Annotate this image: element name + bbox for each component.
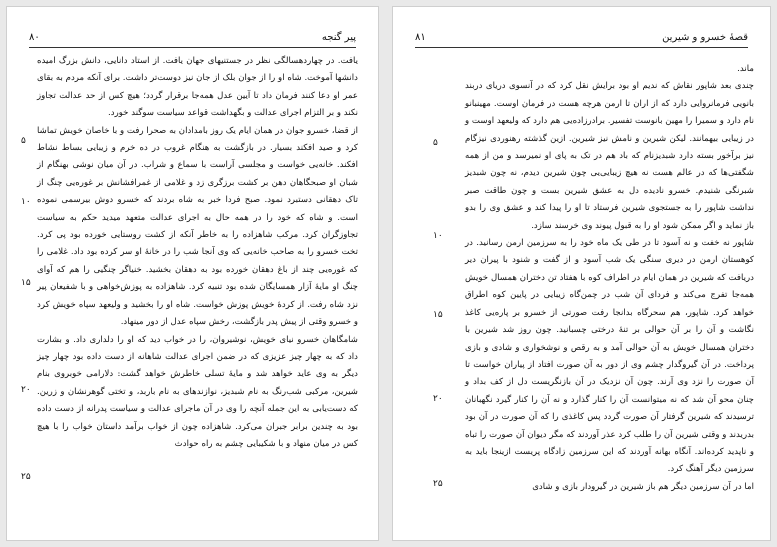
paragraph: ماند. [737, 64, 754, 74]
paragraph: شاپور نه خفت و نه آسود تا در طی یک ماه خود را به سرزمین ارمن رسانید. در کوهستان ارمن در دیری سنگی یک شب آسود و از گفت و شنود با پیران دیر دریافت که شیرین در همان ایام در اطراف کوه با هفتاد تن دختران همسال خویش همه‌جا تفرج می‌کند و فردای آن شب در چمن‌گاه زیبایی در پایین کوه اطراق خواهد کرد. شاپور، هم سحرگاه بدانجا رفت صورتی از خسرو بر پاره‌یی کاغذ نگاشت و آن را بر آن حوالی بر تنهٔ درختی چسبانید. چون روز شد شیرین با دختران همسال خویش به آن حوالی آمد و به رقص و نوشخواری و شادی و بازی پرداخت. در آن گیروگدار چشم وی از دور به آن صورت افتاد از پیاران خواست تا آن صورت را نزد وی آرند. چون آن نزدیک در آن بازنگریست دل از کف بداد و چنان محو آن شد که نه میتوانست آن را کنار گذارد و نه آن را کنار گیرد نگهبانان ترسیدند که شیرین گرفتار آن صورت گردد پس کاغذی را که آن صورت در آن بود بدریدند و وقتی شیرین آن را طلب کرد عذر آوردند که مگر دیوان آن صورت را تباه و ناپدید کرده‌اند. آنگاه بهانه آوردند که این سرزمین زادگاه پریست ازینجا باید به سرزمین دیگر آهنگ کرد. [465, 238, 754, 475]
line-number: ۱۵ [21, 278, 31, 288]
paragraph: چندی بعد شاپور نقاش که ندیم او بود برایش نقل کرد که در آنسوی دریای دربند بانویی فرمانروایی دارد که از اران تا ارمن هرچه هست در فرمان اوست. مهینبانو نام دارد و سمیرا را مهین بانوست تفسیر. برادرزاده‌یی هم دارد که ولیعهد اوست و در زیبایی بیهمانند. لیکن شیرین و نامش نیز شیرین. ازین گذشته رهنوردی نیزگام نیز برآخور بسته دارد شبدیزنام که باد هم در تک به پای او نمیرسد و من از همه شگفتی‌ها که در عالم هست نه هیچ زیبایی‌یی چون شیرین دیدم، نه چون شبدیز شبرنگی شنیدم. خسرو نادیده دل به عشق شیرین بست و چون طاقت صبر نداشت شاپور را به جستجوی شیرین فرستاد تا او را پیدا کند و عشق وی را بدو باز نماید و اگر ممکن شود او را به قبول پیوند وی خرسند سازد. [465, 81, 754, 231]
line-number: ۲۵ [433, 479, 443, 489]
page-body [37, 53, 358, 453]
paragraph: یافت. در چهاردهسالگی نظر در جستنیهای جهان یافت. از استاد دانایی، دانش بزرگ امیده دانشها آموخت. شاه او را از جوان بلک از جان نیز دوست‌تر داشت. برای آنکه مردم به بقای عمر او دعا کنند فرمان داد تا آیین عدل همه‌جا برقرار گردد؛ هیچ کس از حد عدالت تجاوز نکند و بر التزام اجرای عدالت و بگهداشت قواعد سیاست سوگند خورد. [37, 56, 358, 119]
right-page [392, 6, 771, 541]
left-page [6, 6, 379, 541]
paragraph: شامگاهان خسرو نیای خویش، نوشیروان، را در خواب دید که او را دلداری داد. و بشارت داد که به چهار چیز عزیزی که در ضمن اجرای عدالت شاهانه از دست داده بود چهار چیز دیگر به وی عاید خواهد شد و مایهٔ تسلی خاطرش خواهد گشت: دلارامی خوبروی بنام شیرین، مرکبی شب‌رنگ به نام شبدیز، نوازندهای به نام باربد، و تختی گوهرنشان و زرین. که دست‌یابی به این جمله آنچه را وی در آن ماجرای عدالت و سیاست پدرانه از دست داده بود به چندین برابر جبران می‌کرد. شاهزاده چون از خواب برآمد داستان خواب را با هیچ کس در میان منهاد و با شکیبایی چشم به راه حوادث [37, 334, 358, 449]
running-title: قصهٔ خسرو و شیرین [662, 32, 748, 43]
line-number: ۱۰ [21, 197, 31, 207]
paragraph: اما در آن سرزمین دیگر هم باز شیرین در گیرودار بازی و شادی [532, 481, 754, 492]
line-number: ۱۰ [433, 231, 443, 241]
line-number: ۱۵ [433, 310, 443, 320]
page-body [465, 61, 754, 496]
running-title: پیر گنجه [321, 32, 356, 43]
page-header [29, 31, 356, 48]
page-number: ۸۱ [415, 32, 426, 43]
line-number: ۵ [433, 138, 438, 148]
line-number: ۲۵ [21, 472, 31, 482]
page-header [415, 31, 748, 48]
line-number: ۲۰ [433, 394, 443, 404]
line-number: ۵ [21, 136, 26, 146]
paragraph: از قضا، خسرو جوان در همان ایام یک روز بامدادان به صحرا رفت و با خاصان خویش تماشا کرد و صید افکند بسیار. در بازگشت به هنگام غروب در ده خرم و زیبایی بساط نشاط افکند. خانه‌یی خواست و مجلسی آراست با سماع و شراب. در آن میان نوشی بهنگام از شبان او صبحگاهان دهن بر کشت برزگری زد و غلامی از غمرافشانش بر غوره‌یی چنگ از تاک دهقانی دستبرد نمود. صبح فردا خبر به شاه بردند که خسرو دوش بیرسمی نموده است. و شاه که خود را در همه حال به اجرای عدالت متعهد میدید حکم به سیاست تجاوزگران کرد. مرکب شاهزاده را به خاطر آنکه از کشت روستایی خورده بود پی کرد. تخت خسرو را به صاحب خانه‌یی که وی آنجا شب را در خانهٔ او سر کرده بود داد. غلامی را که غوره‌یی چند از باغ دهقان خورده بود به دهقان بخشید. خنیاگر چنگیی را هم که آوای چنگ او مایهٔ آزار همسایگان شده بود تنبیه کرد. شاهزاده به پوزش‌خواهی و با شفیعان پیر نزد شاه رفت. از کردهٔ خویش پوزش خواست. شاه او را بخشید و ولیعهد سپاه خویش کرد و خسرو وقتی از پیش پدر بازگشت، رخش سپاه عدل از دور مینهاد. [37, 125, 358, 328]
page-number: ۸۰ [29, 32, 40, 43]
line-number: ۲۰ [21, 385, 31, 395]
